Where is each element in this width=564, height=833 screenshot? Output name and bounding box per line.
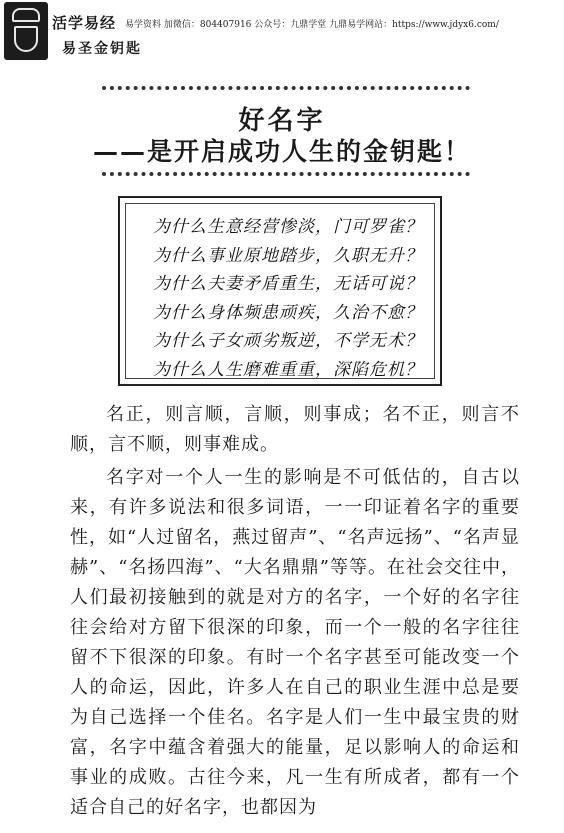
question-item: 为什么事业原地踏步，久职无升？ xyxy=(153,245,423,266)
page-subtitle: ——是开启成功人生的金钥匙！ xyxy=(92,137,471,166)
question-item: 为什么夫妻矛盾重生，无话可说？ xyxy=(153,274,423,294)
brand-subtitle: 易圣金钥匙 xyxy=(62,41,142,57)
body-paragraph-1: 名正，则言顺，言顺，则事成；名不正，则言不顺，言不顺，则事难成。 xyxy=(70,404,520,455)
bottom-dotted-divider xyxy=(102,172,470,176)
watermark-text: 易学资料 加微信：804407916 公众号：九鼎学堂 九鼎易学网站：https://www.jdyx6.com/ xyxy=(125,20,499,30)
question-item: 为什么身体频患顽疾，久治不愈？ xyxy=(153,302,423,323)
publisher-logo xyxy=(4,2,48,60)
question-item: 为什么子女顽劣叛逆，不学无术？ xyxy=(153,331,423,351)
shield-icon xyxy=(14,26,38,52)
questions-inner-frame xyxy=(125,203,435,379)
questions-box xyxy=(118,196,442,386)
question-item: 为什么生意经营惨淡，门可罗雀？ xyxy=(153,217,423,237)
questions-list xyxy=(126,204,434,384)
crown-icon xyxy=(12,8,40,22)
page-title: 好名字 xyxy=(238,106,326,136)
question-item: 为什么人生磨难重重，深陷危机？ xyxy=(153,359,423,380)
brand-title: 活学易经 xyxy=(52,14,117,32)
body-paragraph-2: 名字对一个人一生的影响是不可低估的，自古以来，有许多说法和很多词语，一一印证着名字的重要性，如“人过留名，燕过留声”、“名声远扬”、“名声显赫”、“名扬四海”、“大名鼎鼎”等等。在社会交往中，人们最初接触到的就是对方的名字，一个好的名字往往会给对方留下很深的印象，而一个一般的名字往往留不下很深的印象。有时一个名字甚至可能改变一个人的命运，因此，许多人在自己的职业生涯中总是要为自己选择一个佳名。名字是人们一生中最宝贵的财富，名字中蕴含着强大的能量，足以影响人的命运和事业的成败。古往今来，凡一生有所成者，都有一个适合自己的好名字，也都因为 xyxy=(70,467,521,818)
top-dotted-divider xyxy=(102,86,470,90)
